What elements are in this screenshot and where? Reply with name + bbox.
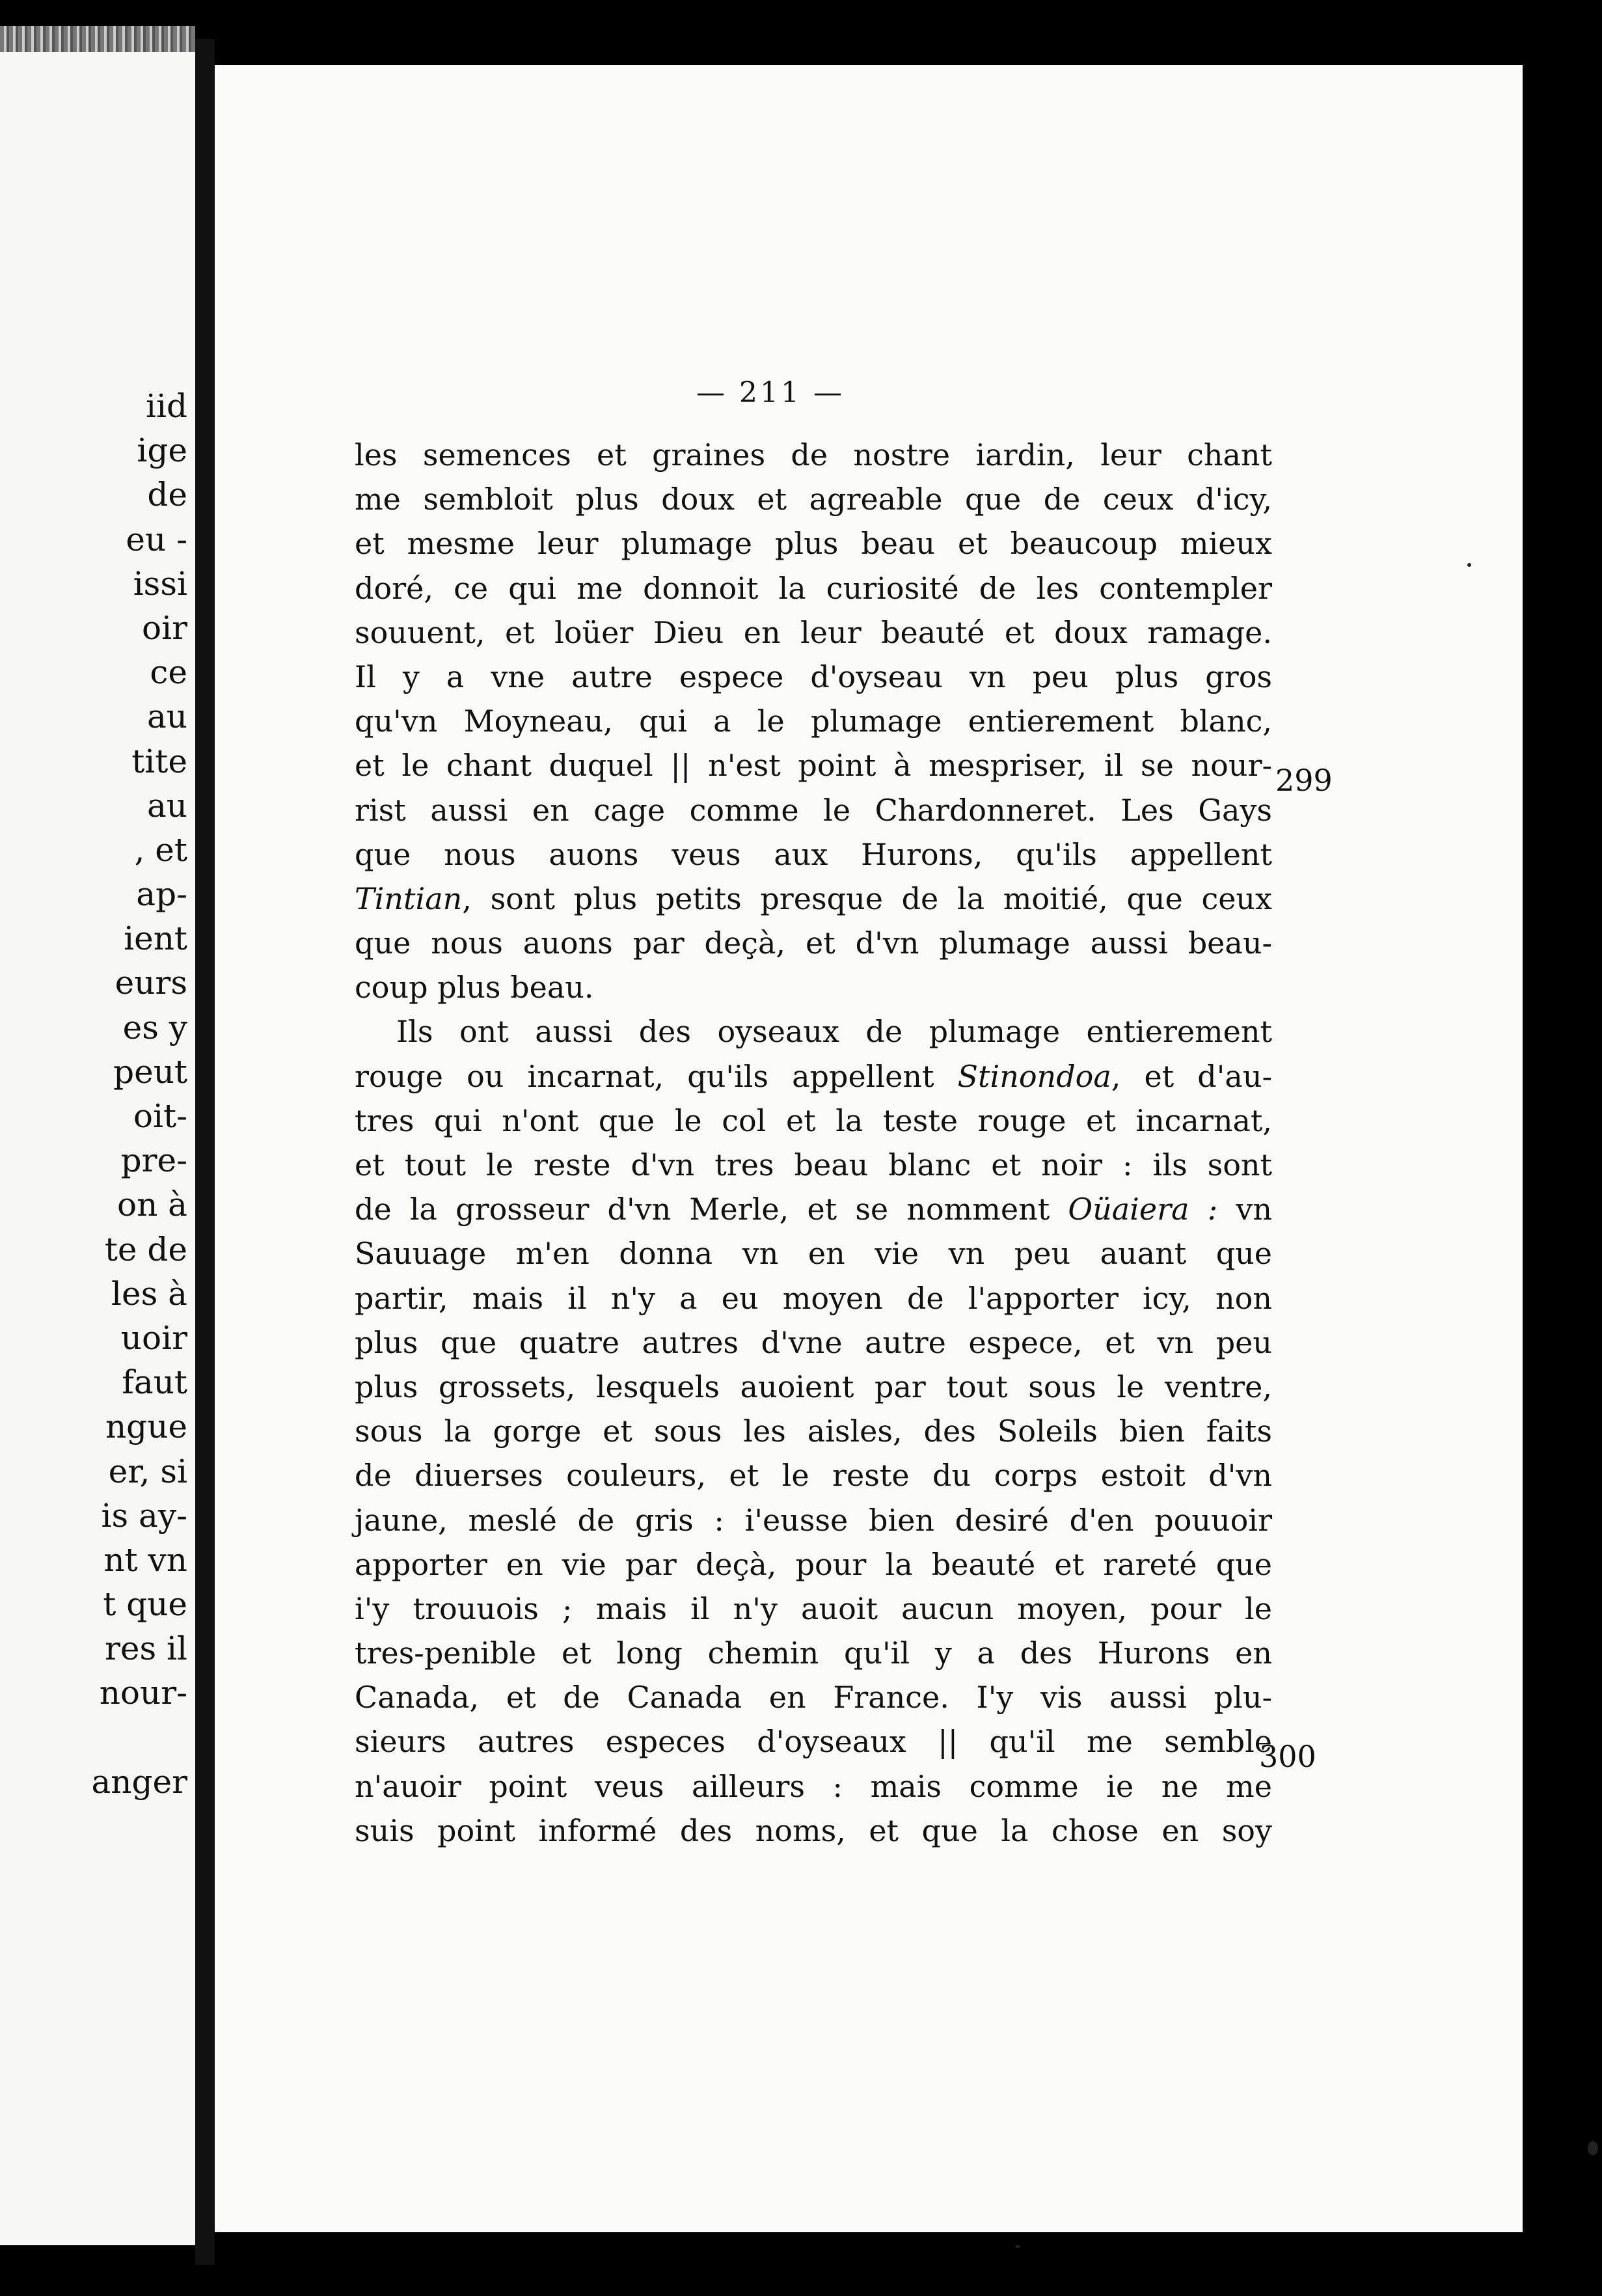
text-line: coup plus beau. bbox=[355, 970, 594, 1005]
text-line: qu'vn Moyneau, qui a le plumage entierement blanc, bbox=[355, 704, 1272, 739]
scan-speck bbox=[1015, 2245, 1020, 2248]
left-fragment-line: de bbox=[147, 476, 187, 514]
left-fragment-line: , et bbox=[134, 830, 187, 869]
text-segment: , sont plus petits presque de la moitié, que ceux bbox=[462, 881, 1272, 916]
left-fragment-line: peut bbox=[113, 1052, 187, 1091]
left-fragment-line: t que bbox=[103, 1585, 187, 1624]
marginal-reference: 300 bbox=[1259, 1739, 1316, 1774]
text-line: de diuerses couleurs, et le reste du corps estoit d'vn bbox=[355, 1458, 1272, 1494]
text-line: que nous auons veus aux Hurons, qu'ils appellent bbox=[355, 836, 1272, 872]
left-fragment-line: nt vn bbox=[103, 1540, 187, 1579]
text-line: tres qui n'ont que le col et la teste rouge et incarnat, bbox=[355, 1102, 1272, 1138]
text-line: et le chant duquel || n'est point à mespriser, il se nour- bbox=[355, 748, 1272, 784]
left-fragment-line: eu - bbox=[126, 520, 187, 558]
text-line: Ils ont aussi des oyseaux de plumage entierement bbox=[396, 1014, 1272, 1050]
text-line: me sembloit plus doux et agreable que de ceux d'icy, bbox=[355, 482, 1272, 517]
text-line: n'auoir point veus ailleurs : mais comme ie ne me bbox=[355, 1768, 1272, 1804]
text-line: et mesme leur plumage plus beau et beaucoup mieux bbox=[355, 526, 1272, 562]
text-line: suis point informé des noms, et que la chose en soy bbox=[355, 1812, 1272, 1848]
left-fragment-line: les à bbox=[111, 1274, 187, 1313]
text-line bbox=[355, 877, 1272, 921]
left-fragment-line: er, si bbox=[108, 1452, 187, 1490]
left-fragment-line: ige bbox=[137, 431, 187, 470]
left-fragment-line: is ay- bbox=[101, 1496, 187, 1535]
left-fragment-line: nour- bbox=[99, 1674, 187, 1712]
text-line: sous la gorge et sous les aisles, des Soleils bien faits bbox=[355, 1414, 1272, 1449]
scan-speck bbox=[1588, 2141, 1598, 2155]
left-fragment-line: te de bbox=[104, 1230, 187, 1268]
left-fragment-line: ap- bbox=[136, 875, 187, 914]
body-text bbox=[355, 433, 1272, 1853]
left-fragment-line: tite bbox=[131, 742, 187, 780]
left-fragment-line: iid bbox=[146, 387, 187, 425]
text-segment: de la grosseur d'vn Merle, et se nomment bbox=[355, 1192, 1068, 1227]
text-line: plus grossets, lesquels auoient par tout sous le ventre, bbox=[355, 1369, 1272, 1404]
left-fragment-line: ient bbox=[124, 920, 187, 958]
left-fragment-line: anger bbox=[91, 1762, 187, 1801]
left-fragment-line: pre- bbox=[120, 1141, 187, 1180]
italic-term: Stinondoa bbox=[957, 1058, 1111, 1094]
text-line: rist aussi en cage comme le Chardonneret. Les Gays bbox=[355, 792, 1272, 828]
text-line: jaune, meslé de gris : i'eusse bien desiré d'en pouuoir bbox=[355, 1502, 1272, 1538]
text-segment: , et d'au- bbox=[1111, 1058, 1272, 1094]
book-spine-gutter bbox=[195, 39, 215, 2265]
text-line: partir, mais il n'y a eu moyen de l'apporter icy, non bbox=[355, 1280, 1272, 1316]
text-line: souuent, et loüer Dieu en leur beauté et doux ramage. bbox=[355, 614, 1272, 650]
left-fragment-line: uoir bbox=[120, 1319, 187, 1357]
left-fragment-line: faut bbox=[122, 1363, 187, 1402]
italic-term: Oüaiera : bbox=[1068, 1192, 1218, 1227]
left-page-fragment bbox=[0, 52, 195, 2245]
text-line: les semences et graines de nostre iardin, leur chant bbox=[355, 437, 1272, 472]
left-fragment-line: oit- bbox=[133, 1097, 187, 1135]
text-line bbox=[355, 1187, 1272, 1231]
text-line: que nous auons par deçà, et d'vn plumage aussi beau- bbox=[355, 925, 1272, 961]
text-line: Il y a vne autre espece d'oyseau vn peu plus gros bbox=[355, 659, 1272, 694]
page-number: — 211 — bbox=[696, 376, 845, 409]
text-line: sieurs autres especes d'oyseaux || qu'il me semble bbox=[355, 1724, 1272, 1760]
text-line: apporter en vie par deçà, pour la beauté et rareté que bbox=[355, 1546, 1272, 1582]
marginal-reference: 299 bbox=[1275, 763, 1333, 798]
left-fragment-line: res il bbox=[104, 1630, 187, 1668]
text-line bbox=[355, 1054, 1272, 1099]
text-segment: vn bbox=[1217, 1192, 1272, 1227]
left-fragment-line: au bbox=[146, 786, 187, 825]
text-line: i'y trouuois ; mais il n'y auoit aucun moyen, pour le bbox=[355, 1591, 1272, 1626]
italic-term: Tintian bbox=[355, 881, 463, 916]
text-line: Canada, et de Canada en France. I'y vis aussi plu- bbox=[355, 1680, 1272, 1715]
left-fragment-line: on à bbox=[116, 1186, 187, 1224]
text-segment: rouge ou incarnat, qu'ils appellent bbox=[355, 1058, 958, 1094]
left-fragment-line: ngue bbox=[105, 1408, 187, 1446]
text-line: tres-penible et long chemin qu'il y a des Hurons en bbox=[355, 1635, 1272, 1671]
left-fragment-line bbox=[91, 1715, 187, 1760]
text-line: plus que quatre autres d'vne autre espece, et vn peu bbox=[355, 1324, 1272, 1360]
left-fragment-line: oir bbox=[142, 608, 187, 647]
text-line: Sauuage m'en donna vn en vie vn peu auant que bbox=[355, 1236, 1272, 1272]
text-line: et tout le reste d'vn tres beau blanc et noir : ils sont bbox=[355, 1147, 1272, 1182]
left-fragment-line: eurs bbox=[115, 964, 187, 1002]
left-fragment-line: au bbox=[146, 698, 187, 736]
left-fragment-line: issi bbox=[133, 564, 187, 603]
left-fragment-line: es y bbox=[122, 1008, 187, 1046]
left-page-text-fragments bbox=[91, 384, 187, 1804]
left-fragment-line: ce bbox=[150, 653, 187, 692]
scan-speck bbox=[1467, 563, 1471, 567]
text-line: doré, ce qui me donnoit la curiosité de les contempler bbox=[355, 570, 1272, 606]
